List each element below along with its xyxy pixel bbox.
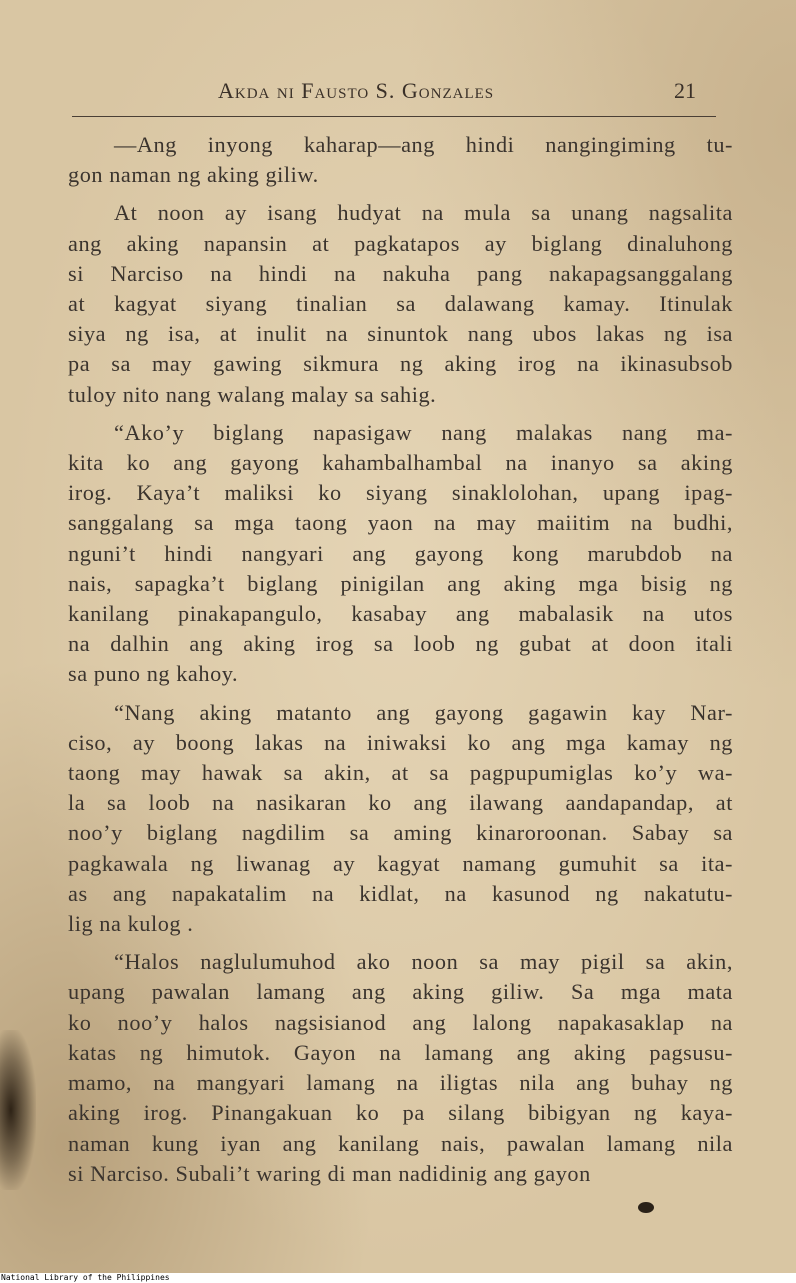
text-line: pa sa may gawing sikmura ng aking irog na ikinasubsob bbox=[68, 351, 733, 377]
text-line: kita ko ang gayong kahambalhambal na inanyo sa aking bbox=[68, 450, 733, 476]
text-line: gon naman ng aking giliw. bbox=[68, 162, 319, 188]
text-line: kanilang pinakapangulo, kasabay ang mabalasik na utos bbox=[68, 601, 733, 627]
header-rule bbox=[72, 116, 716, 117]
text-line: tuloy nito nang walang malay sa sahig. bbox=[68, 381, 437, 407]
text-line: taong may hawak sa akin, at sa pagpupumiglas ko’y wa- bbox=[68, 760, 733, 786]
text-line: si Narciso na hindi na nakuha pang nakapagsanggalang bbox=[68, 260, 733, 286]
text-line: ko noo’y halos nagsisianod ang lalong napakasaklap na bbox=[68, 1009, 733, 1035]
paragraph bbox=[68, 198, 733, 409]
text-line: na dalhin ang aking irog sa loob ng gubat at doon itali bbox=[68, 631, 733, 657]
text-line: ang aking napansin at pagkatapos ay biglang dinaluhong bbox=[68, 230, 733, 256]
text-line: ciso, ay boong lakas na iniwaksi ko ang mga kamay ng bbox=[68, 729, 733, 755]
ink-blot bbox=[638, 1202, 654, 1213]
library-credit: National Library of the Philippines bbox=[1, 1273, 170, 1282]
text-line: nguni’t hindi nangyari ang gayong kong marubdob na bbox=[68, 540, 733, 566]
text-line: At noon ay isang hudyat na mula sa unang nagsalita bbox=[114, 200, 733, 226]
text-line: pagkawala ng liwanag ay kagyat namang gumuhit sa ita- bbox=[68, 850, 733, 876]
text-line: noo’y biglang nagdilim sa aming kinaroroonan. Sabay sa bbox=[68, 820, 733, 846]
paragraph bbox=[68, 418, 733, 690]
text-line: —Ang inyong kaharap—ang hindi nangingiming tu- bbox=[114, 132, 733, 157]
text-line: sa puno ng kahoy. bbox=[68, 661, 239, 687]
paragraph bbox=[68, 947, 733, 1189]
text-line: “Nang aking matanto ang gayong gagawin kay Nar- bbox=[114, 699, 733, 725]
text-line: siya ng isa, at inulit na sinuntok nang ubos lakas ng isa bbox=[68, 321, 733, 347]
text-line: la sa loob na nasikaran ko ang ilawang aandapandap, at bbox=[68, 790, 733, 816]
paragraph bbox=[68, 698, 733, 940]
text-line: si Narciso. Subali’t waring di man nadidinig ang gayon bbox=[68, 1160, 591, 1186]
text-line: katas ng himutok. Gayon na lamang ang aking pagsusu- bbox=[68, 1039, 733, 1065]
page-smudge bbox=[0, 1030, 36, 1190]
text-line: lig na kulog . bbox=[68, 911, 194, 937]
page-number: 21 bbox=[674, 78, 696, 103]
text-line: naman kung iyan ang kanilang nais, pawalan lamang nila bbox=[68, 1130, 733, 1156]
paragraph bbox=[68, 130, 733, 190]
page-header bbox=[72, 78, 722, 108]
text-line: nais, sapagka’t biglang pinigilan ang aking mga bisig ng bbox=[68, 570, 733, 596]
text-line: “Ako’y biglang napasigaw nang malakas nang ma- bbox=[114, 419, 733, 445]
footer-bar bbox=[0, 1273, 796, 1283]
text-line: upang pawalan lamang ang aking giliw. Sa mga mata bbox=[68, 979, 733, 1005]
text-line: sanggalang sa mga taong yaon na may maiitim na budhi, bbox=[68, 510, 733, 536]
text-line: aking irog. Pinangakuan ko pa silang bibigyan ng kaya- bbox=[68, 1100, 733, 1126]
running-title: Akda ni Fausto S. Gonzales bbox=[218, 78, 495, 103]
text-line: irog. Kaya’t maliksi ko siyang sinaklolohan, upang ipag- bbox=[68, 480, 733, 506]
text-line: mamo, na mangyari lamang na iligtas nila ang buhay ng bbox=[68, 1070, 733, 1096]
body-text bbox=[68, 130, 733, 1197]
text-line: “Halos naglulumuhod ako noon sa may pigil sa akin, bbox=[114, 949, 733, 975]
text-line: at kagyat siyang tinalian sa dalawang kamay. Itinulak bbox=[68, 291, 733, 317]
text-line: as ang napakatalim na kidlat, na kasunod ng nakatutu- bbox=[68, 880, 733, 906]
